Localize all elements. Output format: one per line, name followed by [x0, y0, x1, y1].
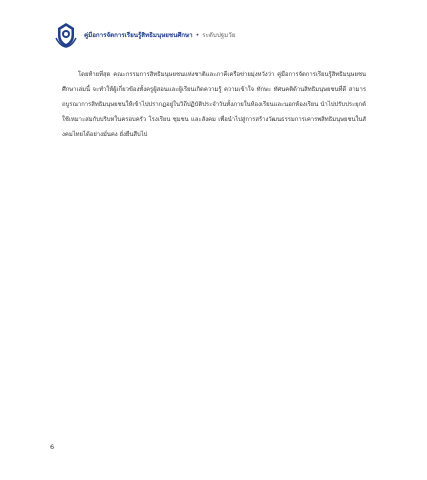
education-level: ระดับปฐมวัย: [202, 32, 236, 39]
manual-title: คู่มือการจัดการเรียนรู้สิทธิมนุษยชนศึกษา: [84, 32, 193, 39]
organization-logo: [54, 22, 78, 48]
page-header: [54, 22, 235, 48]
body-content: [62, 68, 366, 143]
header-text: [84, 30, 235, 40]
header-separator: •: [195, 32, 200, 39]
body-paragraph: โดยท้ายที่สุด คณะกรรมการสิทธิมนุษยชนแห่งชาติและภาคีเครือข่ายมุ่งหวังว่า คู่มือการจัดการเรียนรู้สิทธิมนุษยชนศึกษาเล่มนี้ จะทำให้ผู้เกี่ยวข้องทั้งครูผู้สอนและผู้เรียนเกิดความรู้ ความเข้าใจ ทักษะ ทัศนคติด้านสิทธิมนุษยชนที่ดี สามารถบูรณาการสิทธิมนุษยชนให้เข้าไปปรากฏอยู่ในวิถีปฏิบัติประจำวันทั้งภายในห้องเรียนและนอกห้องเรียน นำไปปรับประยุกต์ใช้เหมาะสมกับบริบทในครอบครัว โรงเรียน ชุมชน และสังคม เพื่อนำไปสู่การสร้างวัฒนธรรมการเคารพสิทธิมนุษยชนในสังคมไทยได้อย่างมั่นคง ยั่งยืนสืบไป: [62, 72, 366, 138]
page-number: 6: [50, 443, 55, 451]
